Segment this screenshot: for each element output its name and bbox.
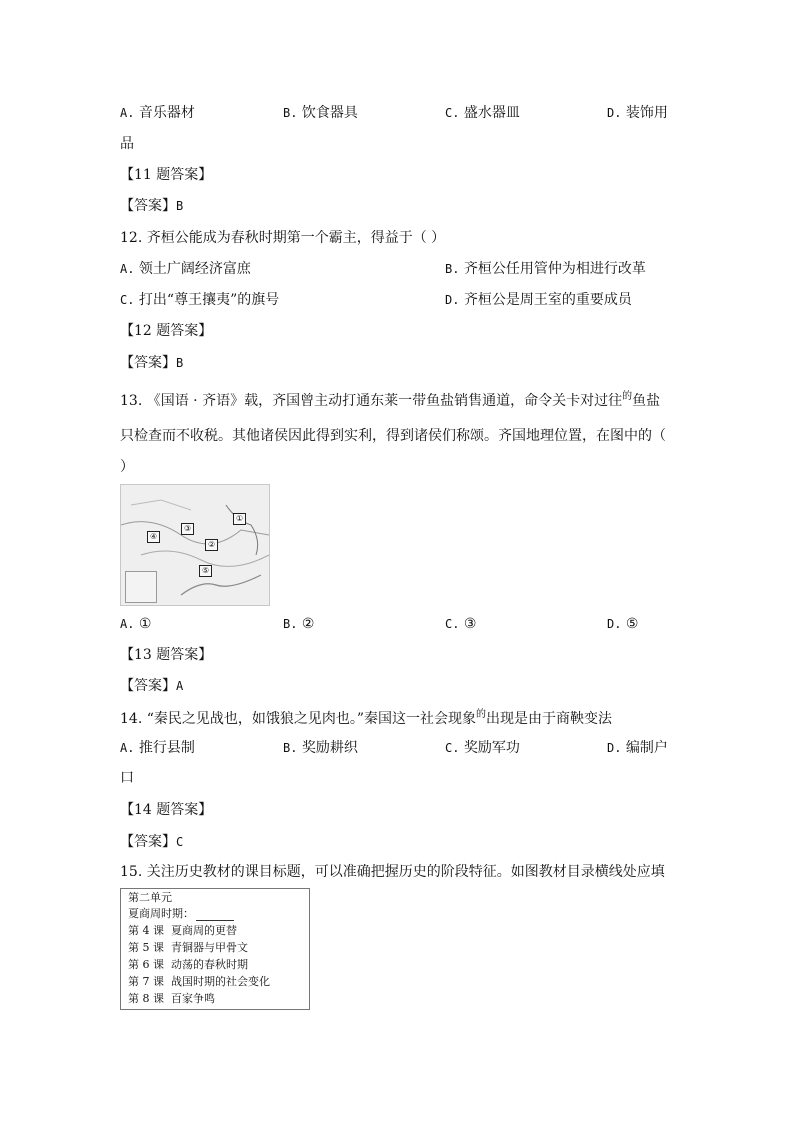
toc-lesson: 第 7 课 战国时期的社会变化 <box>128 975 270 988</box>
map-marker-2: ② <box>205 539 218 551</box>
q14-answer: 【答案】C <box>120 834 184 850</box>
q11-answer: 【答案】B <box>120 198 184 214</box>
toc-lesson: 第 8 课 百家争鸣 <box>128 992 215 1005</box>
q15-stem: 15. 关注历史教材的课目标题，可以准确把握历史的阶段特征。如图教材目录横线处应填 <box>120 864 665 880</box>
toc-period: 夏商周时期： <box>128 907 234 921</box>
q12-option-a: A. 领土广阔经济富庶 <box>120 261 251 277</box>
q14-option-b: B. 奖励耕织 <box>283 740 358 756</box>
q13-option-c: C. ③ <box>445 616 477 632</box>
q12-answer: 【答案】B <box>120 355 184 371</box>
q13-stem-line3: ） <box>120 459 134 475</box>
q10-option-d: D. 装饰用 <box>607 105 668 121</box>
q10-option-a: A. 音乐器材 <box>120 105 195 121</box>
q13-stem-line2: 只检查而不收税。其他诸侯因此得到实利，得到诸侯们称颂。齐国地理位置，在图中的（ <box>120 428 666 444</box>
q14-answer-header: 【14 题答案】 <box>120 802 213 818</box>
q14-option-d: D. 编制户 <box>607 740 668 756</box>
map-marker-4: ④ <box>147 531 160 543</box>
toc-lesson: 第 6 课 动荡的春秋时期 <box>128 958 248 971</box>
q10-option-b: B. 饮食器具 <box>283 105 358 121</box>
q14-option-a: A. 推行县制 <box>120 740 195 756</box>
toc-lesson: 第 4 课 夏商周的更替 <box>128 924 237 937</box>
q13-map-figure <box>120 484 270 606</box>
q12-option-d: D. 齐桓公是周王室的重要成员 <box>445 292 632 308</box>
q15-textbook-toc <box>120 888 310 1010</box>
q13-answer: 【答案】A <box>120 678 184 694</box>
map-marker-5: ⑤ <box>199 565 212 577</box>
q12-option-c: C. 打出“尊王攘夷”的旗号 <box>120 292 280 308</box>
q13-option-a: A. ① <box>120 616 152 632</box>
map-marker-1: ① <box>233 513 246 525</box>
q13-stem-line1: 13. 《国语 · 齐语》载，齐国曾主动打通东莱一带鱼盐销售通道，命令关卡对过往$^的$鱼盐 <box>120 391 661 409</box>
q14-option-d-wrap: 口 <box>120 770 134 786</box>
q14-option-c: C. 奖励军功 <box>445 740 520 756</box>
q14-stem: 14. “秦民之见战也，如饿狼之见肉也。”秦国这一社会现象$^的$出现是由于商鞅变法 <box>120 709 613 727</box>
q13-answer-header: 【13 题答案】 <box>120 647 213 663</box>
map-marker-3: ③ <box>181 523 194 535</box>
toc-unit: 第二单元 <box>128 891 172 904</box>
q13-option-d: D. ⑤ <box>607 616 639 632</box>
q13-option-b: B. ② <box>283 616 315 632</box>
toc-blank-line <box>196 910 234 921</box>
q10-option-d-wrap: 品 <box>120 136 134 152</box>
q11-answer-header: 【11 题答案】 <box>120 167 213 183</box>
q12-option-b: B. 齐桓公任用管仲为相进行改革 <box>445 261 646 277</box>
q10-option-c: C. 盛水器皿 <box>445 105 520 121</box>
map-legend <box>125 571 157 603</box>
toc-lesson: 第 5 课 青铜器与甲骨文 <box>128 941 248 954</box>
q12-answer-header: 【12 题答案】 <box>120 323 213 339</box>
q12-stem: 12. 齐桓公能成为春秋时期第一个霸主，得益于（ ） <box>120 230 446 246</box>
